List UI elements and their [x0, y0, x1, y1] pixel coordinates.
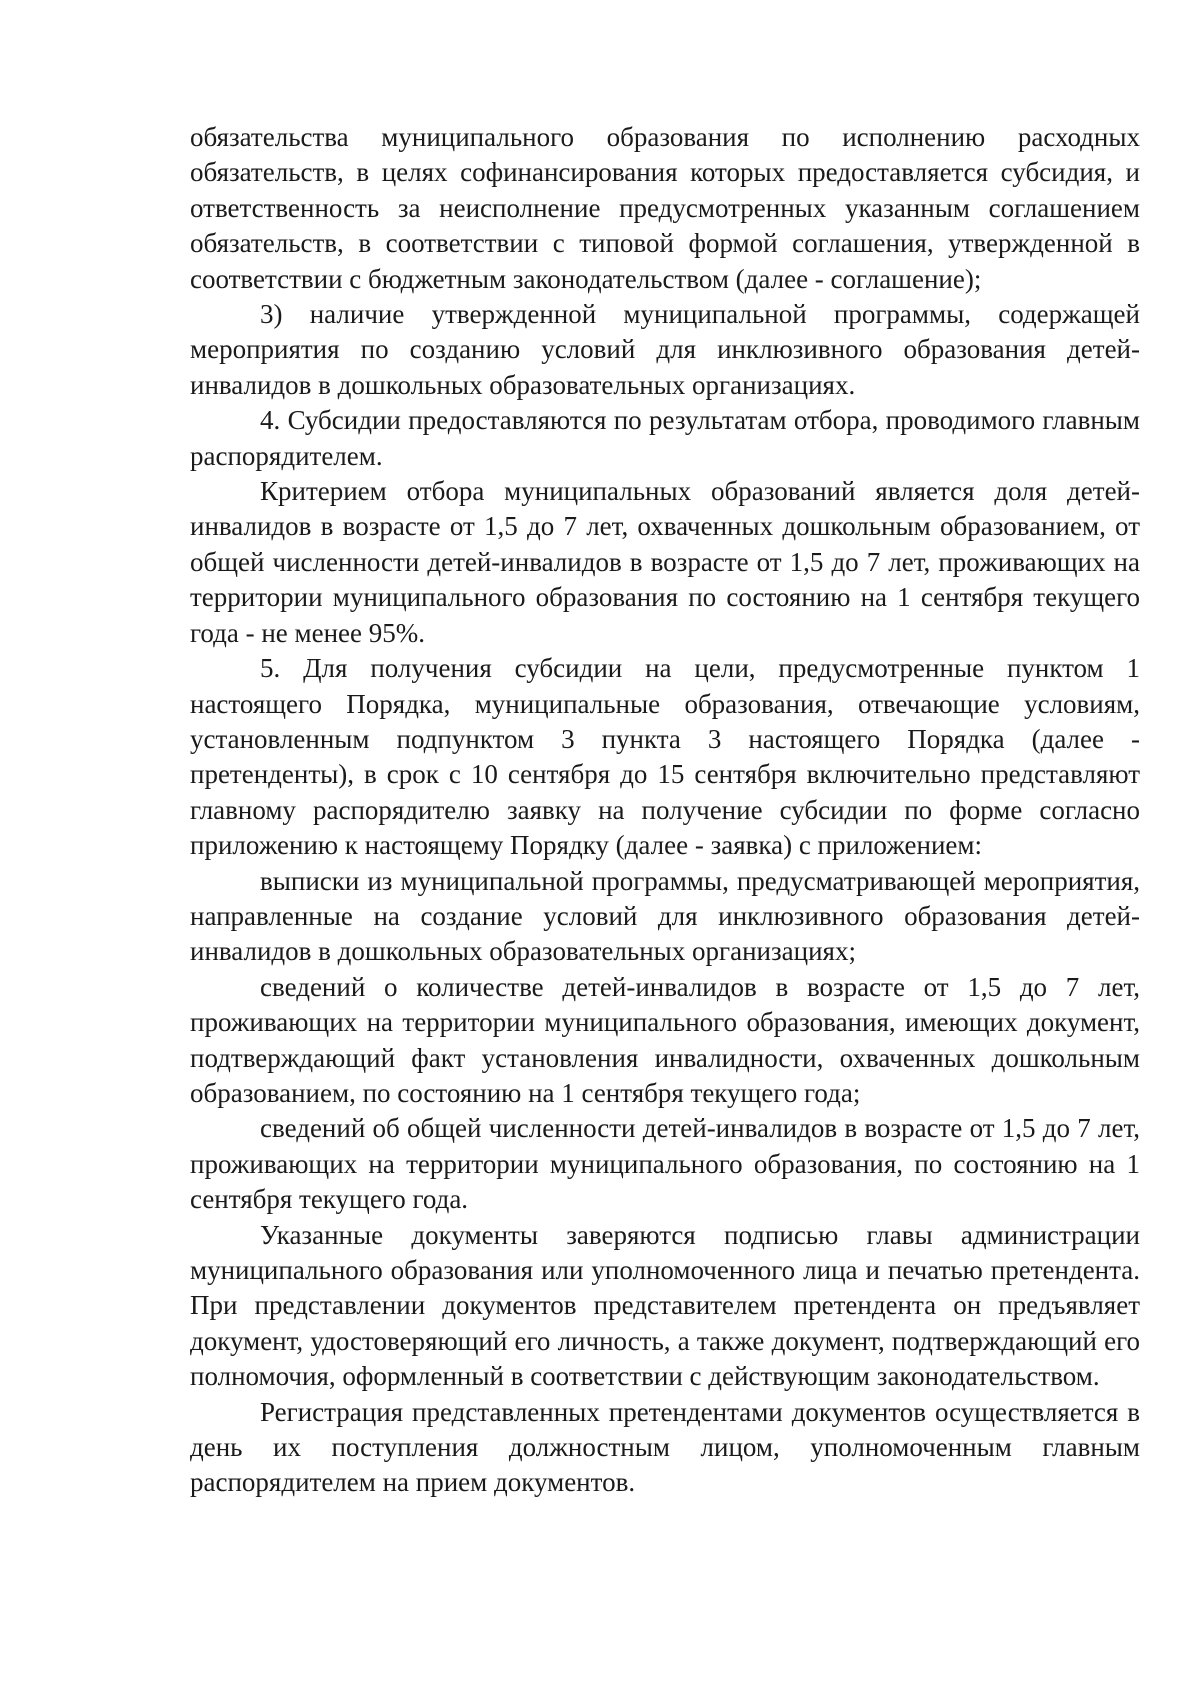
- paragraph-total-children: сведений об общей численности детей-инвалидов в возрасте от 1,5 до 7 лет, проживающих на территории муниципального образования, по состоянию на 1 сентября текущего года.: [190, 1113, 1140, 1215]
- paragraph-condition-3: 3) наличие утвержденной муниципальной программы, содержащей мероприятия по созданию условий для инклюзивного образования детей-инвалидов в дошкольных образовательных организациях.: [190, 299, 1140, 400]
- paragraph-registration: Регистрация представленных претендентами документов осуществляется в день их поступления должностным лицом, уполномоченным главным распорядителем на прием документов.: [190, 1396, 1140, 1498]
- paragraph-program-extract: выписки из муниципальной программы, предусматривающей мероприятия, направленные на создание условий для инклюзивного образования детей-инвалидов в дошкольных образовательных организациях;: [190, 865, 1140, 967]
- paragraph-documents-certification: Указанные документы заверяются подписью главы администрации муниципального образования или уполномоченного лица и печатью претендента. При представлении документов представителем претендента он предъявляет документ, удостоверяющий его личность, а также документ, подтверждающий его полномочия, оформленный в соответствии с действующим законодательством.: [190, 1219, 1140, 1392]
- document-page: [190, 120, 1140, 1501]
- paragraph-item-4: 4. Субсидии предоставляются по результатам отбора, проводимого главным распорядителем.: [190, 405, 1140, 471]
- paragraph-selection-criterion: Критерием отбора муниципальных образований является доля детей-инвалидов в возрасте от 1,5 до 7 лет, охваченных дошкольным образованием, от общей численности детей-инвалидов в возрасте от 1,5 до 7 лет, проживающих на территории муниципального образования по состоянию на 1 сентября текущего года - не менее 95%.: [190, 476, 1140, 648]
- paragraph-agreement-obligations: обязательства муниципального образования по исполнению расходных обязательств, в целях софинансирования которых предоставляется субсидия, и ответственность за неисполнение предусмотренных указанным соглашением обязательств, в соответствии с типовой формой соглашения, утвержденной в соответствии с бюджетным законодательством (далее - соглашение);: [190, 122, 1140, 294]
- paragraph-item-5: 5. Для получения субсидии на цели, предусмотренные пунктом 1 настоящего Порядка, муниципальные образования, отвечающие условиям, установленным подпунктом 3 пункта 3 настоящего Порядка (далее - претенденты), в срок с 10 сентября до 15 сентября включительно представляют главному распорядителю заявку на получение субсидии по форме согласно приложению к настоящему Порядку (далее - заявка) с приложением:: [190, 653, 1140, 861]
- paragraph-children-count: сведений о количестве детей-инвалидов в возрасте от 1,5 до 7 лет, проживающих на территории муниципального образования, имеющих документ, подтверждающий факт установления инвалидности, охваченных дошкольным образованием, по состоянию на 1 сентября текущего года;: [190, 971, 1140, 1108]
